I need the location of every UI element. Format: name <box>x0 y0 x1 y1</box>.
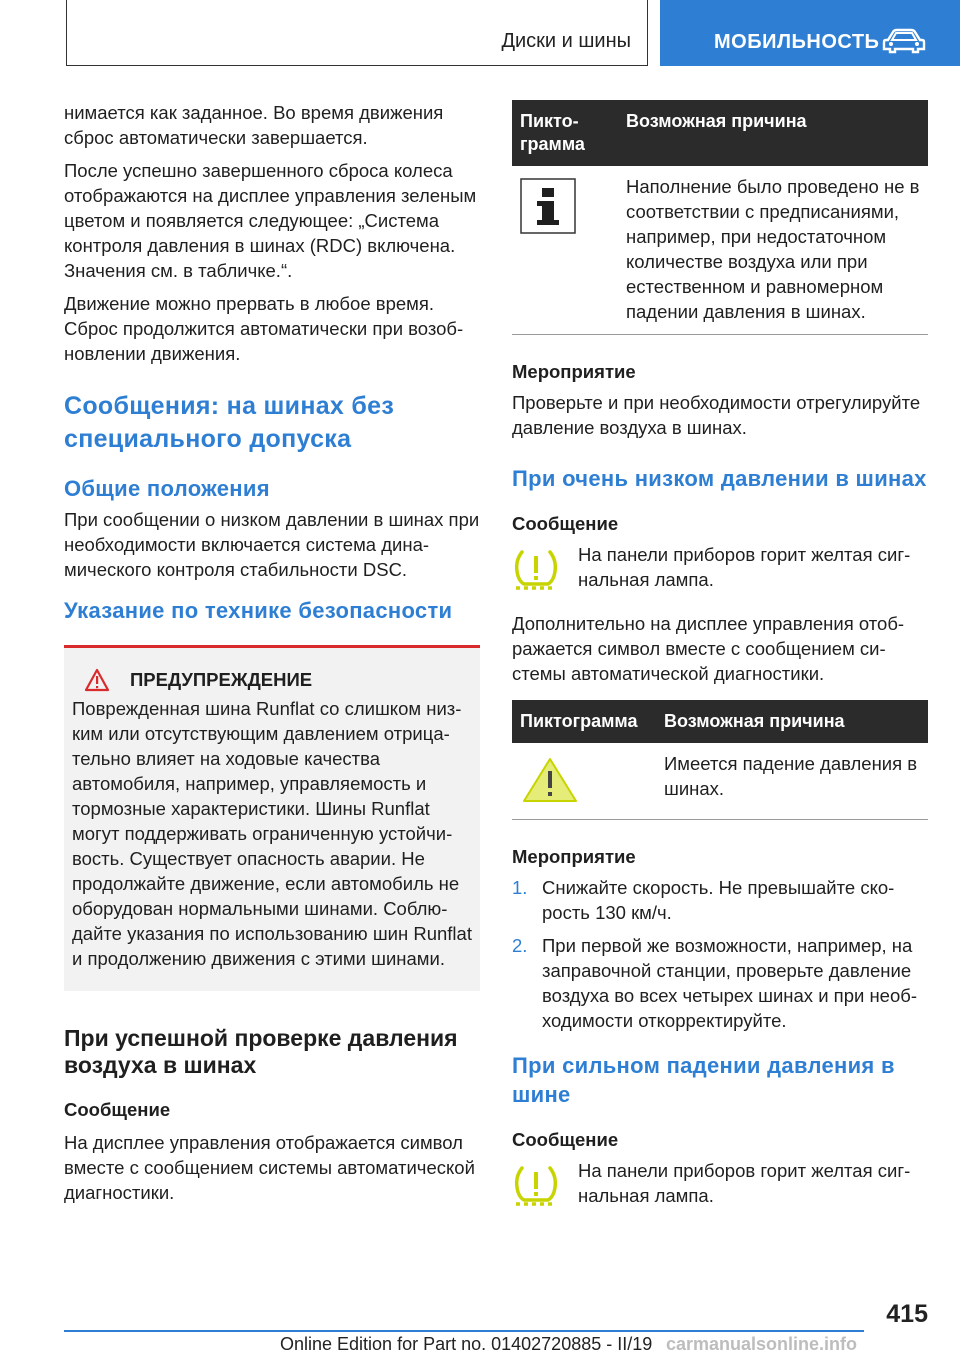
mobility-tab-label: МОБИЛЬНОСТЬ <box>714 31 880 53</box>
tire-pressure-warning-icon <box>512 1164 560 1208</box>
car-icon <box>882 28 926 54</box>
pictogram-table-warning <box>512 700 928 820</box>
table-cell-cause: Наполнение было проведено не в соответствии с предписаниями, например, при недостаточном количестве воздуха или при естественном и равномерном падении давления в шинах. <box>618 166 928 335</box>
heading-message: Сообщение <box>512 513 619 534</box>
heading-success: При успешной проверке давления воздуха в шинах <box>64 1025 458 1078</box>
heading-safety: Указание по технике безопасности <box>64 598 453 623</box>
section-tab-label: Диски и шины <box>501 30 631 52</box>
paragraph: Проверьте и при необходимости отрегулируйте давление воздуха в шинах. <box>512 392 921 438</box>
table-row <box>512 743 928 820</box>
list-item: 1. Снижайте скорость. Не превышайте скорость 130 км/ч. <box>512 877 895 923</box>
paragraph: После успешно завершенного сброса колеса отображаются на дисплее управления зеленым цветом и появляется следующее: „Система контроля давления в шинах (RDC) включена. Значения см. в табличке.“. <box>64 160 477 281</box>
table-header-pictogram: Пиктограмма <box>512 700 656 743</box>
paragraph: нимается как заданное. Во время движения сброс автоматически завершается. <box>64 102 444 148</box>
warning-box <box>64 645 480 991</box>
table-cell-cause: Имеется падение давления в шинах. <box>656 743 928 820</box>
footer-watermark[interactable]: carmanualsonline.info <box>666 1334 858 1354</box>
paragraph: На дисплее управления отображается символ вместе с сообщением системы автоматической диагностики. <box>64 1132 475 1203</box>
warning-text: Поврежденная шина Runflat со слишком низким или отсутствующим давлением отрицательно влияет на ходовые качества автомобиля, например, управляемость и тормозные характеристики. Шины Runflat могут поддерживать ограниченную устойчивость. Существует опасность аварии. Не продолжайте движение, если автомобиль не оборудован нормальными шинами. Соблюдайте указания по использованию шин Runflat и продолжению движения с этими шинами. <box>72 698 472 969</box>
page-number: 415 <box>886 1300 928 1328</box>
tire-pressure-warning-icon <box>512 548 560 592</box>
heading-general: Общие положения <box>64 476 270 501</box>
heading-action: Мероприятие <box>512 846 636 867</box>
heading-strong: При сильном падении давления в шине <box>512 1053 895 1107</box>
list-item: 2. При первой же возможности, например, на заправочной станции, проверьте давление воздуха во всех четырех шинах и при необходимости откорректируйте. <box>512 935 918 1031</box>
lamp-text: На панели приборов горит желтая сигнальная лампа. <box>578 544 911 590</box>
heading-action: Мероприятие <box>512 361 636 382</box>
warning-lamp-message <box>512 1158 928 1213</box>
heading-very-low: При очень низком давлении в шинах <box>512 466 927 491</box>
warning-title: ПРЕДУПРЕЖДЕНИЕ <box>72 668 472 692</box>
mobility-tab[interactable] <box>660 0 960 66</box>
table-header-cause: Возможная причина <box>656 700 928 743</box>
info-icon <box>520 178 576 234</box>
page-header <box>0 0 960 66</box>
right-column <box>512 100 928 1213</box>
heading-messages: Сообщения: на шинах без специального допуска <box>64 392 395 453</box>
footer-divider <box>64 1330 864 1332</box>
yellow-warning-triangle-icon <box>520 755 580 805</box>
table-header-cause: Возможная причина <box>618 100 928 166</box>
table-header-pictogram: Пиктограмма <box>512 100 618 166</box>
heading-message: Сообщение <box>512 1129 619 1150</box>
warning-lamp-message <box>512 542 928 597</box>
steps-list <box>512 875 928 1033</box>
pictogram-table-info <box>512 100 928 335</box>
paragraph: Дополнительно на дисплее управления отображается символ вместе с сообщением системы автоматической диагностики. <box>512 613 905 684</box>
table-row <box>512 166 928 335</box>
section-tab[interactable] <box>66 0 648 66</box>
paragraph: При сообщении о низком давлении в шинах при необходимости включается система динамического контроля стабильности DSC. <box>64 509 480 580</box>
lamp-text: На панели приборов горит желтая сигнальная лампа. <box>578 1160 911 1206</box>
warning-triangle-icon <box>84 668 110 692</box>
paragraph: Движение можно прервать в любое время. Сброс продолжится автоматически при возобновлении движения. <box>64 293 464 364</box>
left-column <box>64 100 480 1213</box>
footer-edition: Online Edition for Part no. 01402720885 - II/19 <box>280 1334 653 1354</box>
heading-message: Сообщение <box>64 1099 171 1120</box>
